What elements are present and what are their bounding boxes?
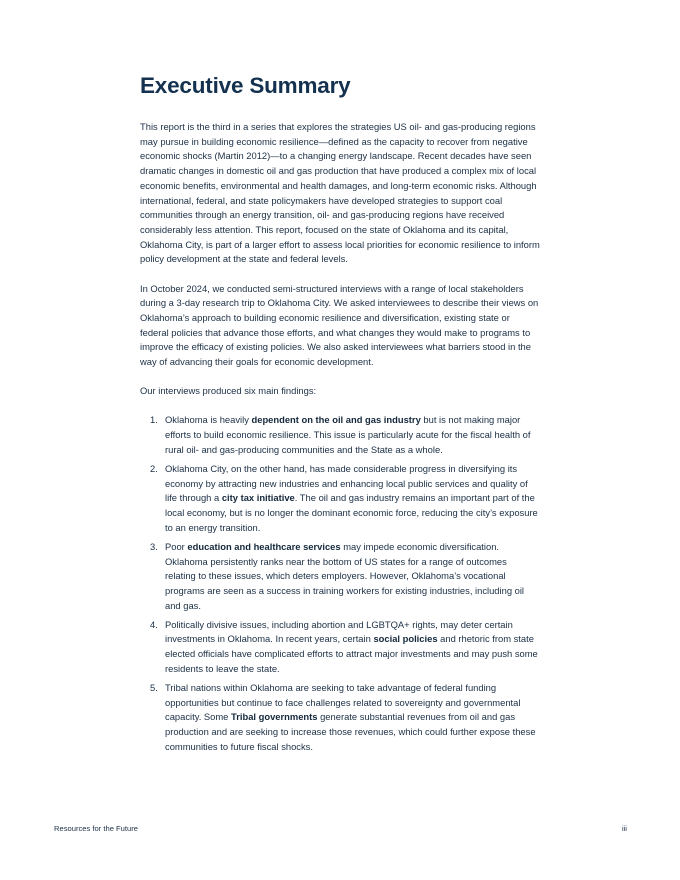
finding-text: Politically divisive issues, including abortion and LGBTQA+ rights, may deter certain investments in Oklahoma. In recent years, certain	[165, 618, 513, 645]
finding-emphasis: Tribal governments	[231, 711, 318, 723]
finding-item	[140, 618, 540, 677]
finding-text: . The oil and gas industry remains an important part of the local economy, but is no longer the dominant economic force, reducing the city’s exposure to an energy transition.	[165, 492, 538, 533]
finding-item	[140, 462, 540, 536]
finding-emphasis: dependent on the oil and gas industry	[251, 414, 421, 426]
finding-number: 3.	[150, 540, 158, 552]
finding-text: may impede economic diversification. Oklahoma persistently ranks near the bottom of US states for a range of outcomes relating to these issues, which deters employers. However, Oklahoma’s vocational programs are seen as a success in training workers for existing industries, including oil and gas.	[165, 540, 525, 611]
finding-text: and rhetoric from state elected officials have complicated efforts to attract major investments and may push some residents to leave the state.	[165, 633, 538, 674]
footer-publisher: Resources for the Future	[54, 824, 138, 833]
intro-paragraph: This report is the third in a series that explores the strategies US oil- and gas-producing regions may pursue in building economic resilience—defined as the capacity to recover from negative economic shocks (Martin 2012)—to a changing energy landscape. Recent decades have seen dramatic changes in domestic oil and gas production that have produced a complex mix of local economic benefits, environmental and health damages, and long-term economic risks. Although international, federal, and state policymakers have developed strategies to support coal communities through an energy transition, oil- and gas-producing regions have received considerably less attention. This report, focused on the state of Oklahoma and its capital, Oklahoma City, is part of a larger effort to assess local priorities for economic resilience to inform policy development at the state and federal levels.	[140, 121, 540, 265]
finding-emphasis: city tax initiative	[221, 492, 295, 504]
findings-intro: Our interviews produced six main findings:	[140, 385, 317, 397]
finding-text: but is not making major efforts to build economic resilience. This issue is particularly acute for the fiscal health of rural oil- and gas-producing communities and the State as a whole.	[165, 414, 531, 455]
finding-text: Oklahoma City, on the other hand, has made considerable progress in diversifying its economy by attracting new industries and enhancing local public services and quality of life through a	[165, 462, 528, 504]
finding-text: Tribal nations within Oklahoma are seeking to take advantage of federal funding opportunities but continue to face challenges related to sovereignty and governmental capacity. Some	[165, 681, 521, 723]
finding-item	[140, 413, 540, 457]
finding-text: Oklahoma is heavily	[165, 414, 252, 426]
finding-item	[140, 540, 540, 614]
finding-emphasis: social policies	[373, 633, 438, 645]
method-paragraph: In October 2024, we conducted semi-structured interviews with a range of local stakeholders during a 3-day research trip to Oklahoma City. We asked interviewees to describe their views on Oklahoma’s approach to building economic resilience and diversification, existing state or federal policies that advance those efforts, and what changes they would make to programs to improve the efficacy of existing policies. We also asked interviewees what barriers stood in the way of advancing their goals for economic development.	[140, 282, 539, 368]
finding-number: 4.	[150, 618, 158, 630]
page-content	[140, 72, 540, 759]
finding-text: Poor	[165, 540, 188, 552]
finding-text: generate substantial revenues from oil and gas production and are seeking to increase those revenues, which could further expose these communities to future fiscal shocks.	[165, 711, 536, 752]
finding-number: 2.	[150, 462, 158, 474]
page-title: Executive Summary	[140, 73, 351, 98]
footer-page-number: iii	[621, 824, 627, 833]
finding-number: 5.	[150, 681, 158, 693]
finding-item	[140, 681, 540, 755]
finding-number: 1.	[150, 414, 158, 426]
finding-emphasis: education and healthcare services	[187, 540, 341, 552]
findings-list	[140, 413, 540, 754]
